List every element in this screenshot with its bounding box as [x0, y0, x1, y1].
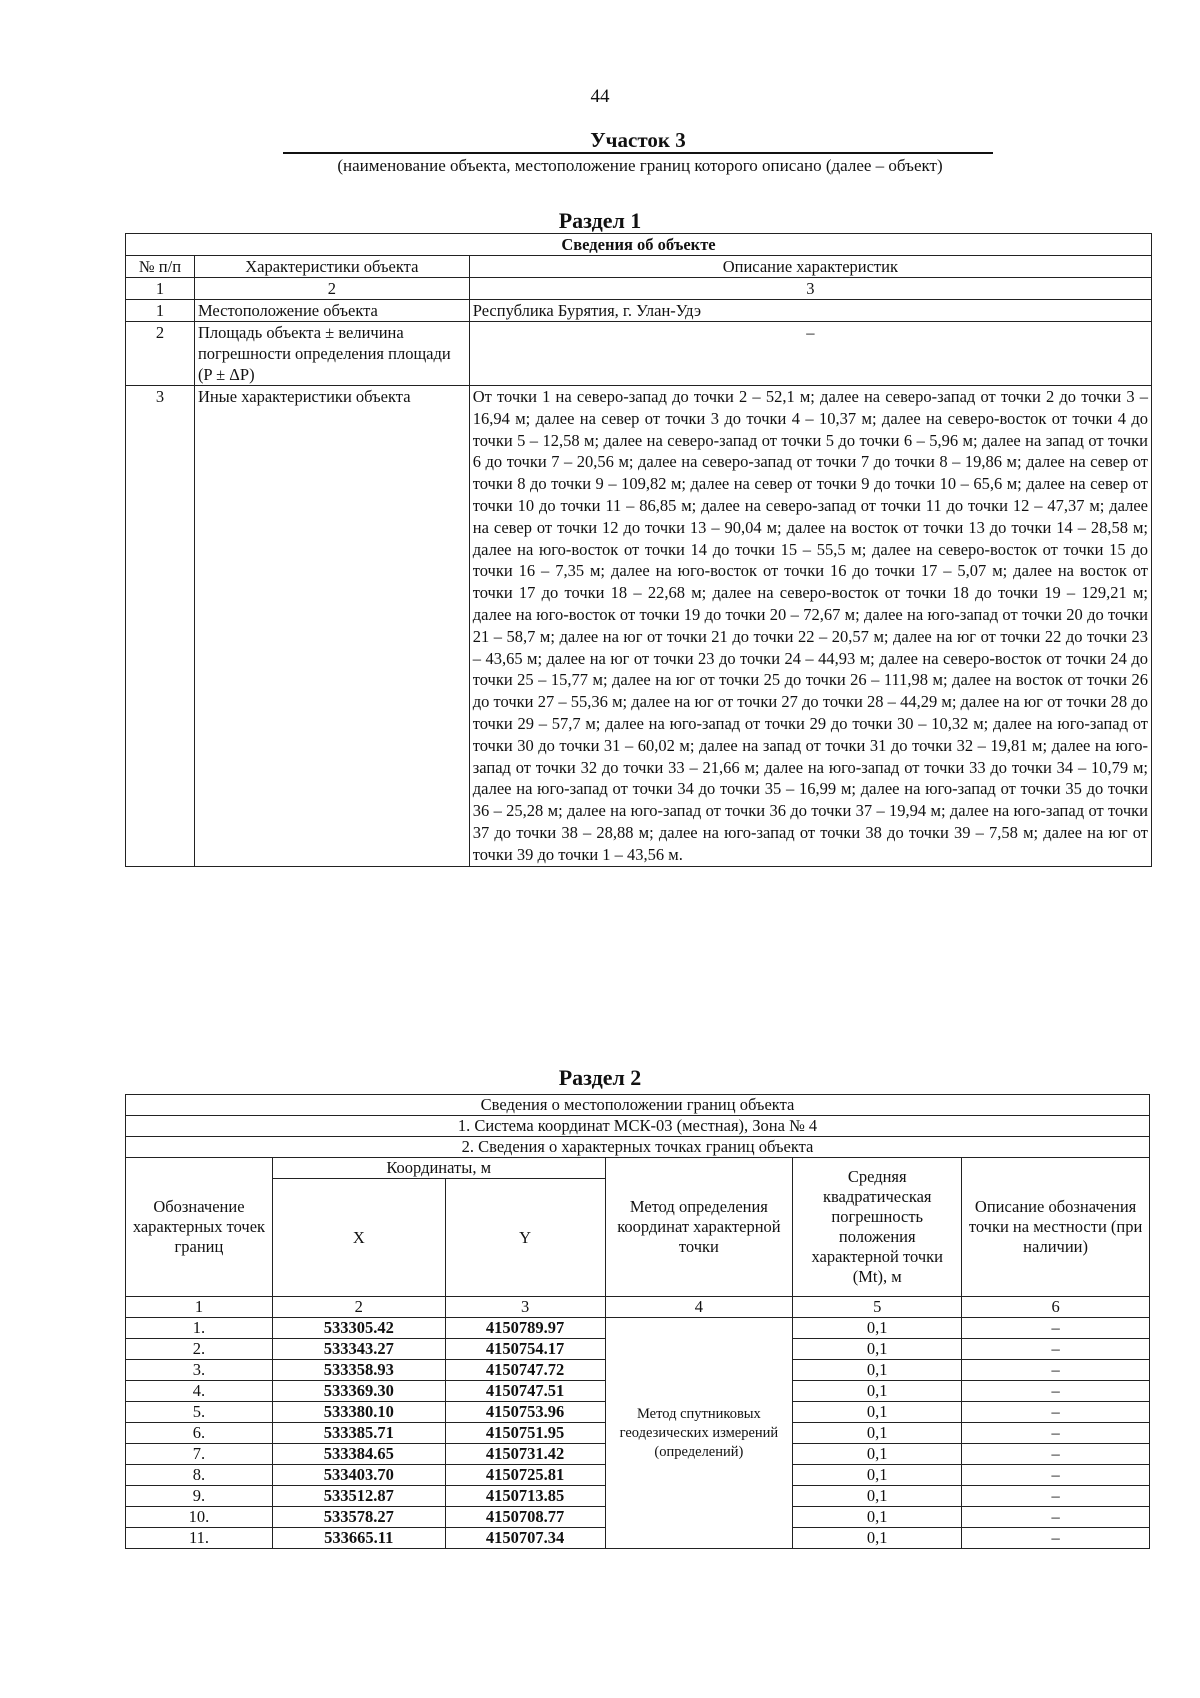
point-desc: – — [962, 1465, 1150, 1486]
point-mt: 0,1 — [793, 1402, 962, 1423]
col-number: 3 — [469, 278, 1151, 300]
point-id: 1. — [126, 1318, 273, 1339]
col-number: 2 — [272, 1297, 445, 1318]
point-mt: 0,1 — [793, 1444, 962, 1465]
header-error: Средняя квадратическая погрешность положения характерной точки (Mt), м — [793, 1158, 962, 1297]
point-y: 4150747.72 — [445, 1360, 605, 1381]
point-y: 4150725.81 — [445, 1465, 605, 1486]
object-info-table — [125, 233, 1152, 867]
point-desc: – — [962, 1402, 1150, 1423]
header-y: Y — [445, 1179, 605, 1297]
point-y: 4150731.42 — [445, 1444, 605, 1465]
point-id: 10. — [126, 1507, 273, 1528]
table-row — [126, 386, 1152, 867]
point-y: 4150707.34 — [445, 1528, 605, 1549]
point-y: 4150789.97 — [445, 1318, 605, 1339]
point-x: 533305.42 — [272, 1318, 445, 1339]
point-mt: 0,1 — [793, 1339, 962, 1360]
point-mt: 0,1 — [793, 1486, 962, 1507]
point-mt: 0,1 — [793, 1423, 962, 1444]
point-desc: – — [962, 1318, 1150, 1339]
col-number: 1 — [126, 278, 195, 300]
boundary-table-title: Сведения о местоположении границ объекта — [126, 1095, 1150, 1116]
header-point: Обозначение характерных точек границ — [126, 1158, 273, 1297]
point-mt: 0,1 — [793, 1360, 962, 1381]
row-name: Местоположение объекта — [194, 300, 469, 322]
col-number: 6 — [962, 1297, 1150, 1318]
object-name: Участок 3 — [283, 128, 993, 154]
boundary-points-table — [125, 1094, 1150, 1549]
row-num: 1 — [126, 300, 195, 322]
point-y: 4150751.95 — [445, 1423, 605, 1444]
point-x: 533385.71 — [272, 1423, 445, 1444]
page-number: 44 — [590, 86, 610, 107]
header-description: Описание обозначения точки на местности (при наличии) — [962, 1158, 1150, 1297]
section-2-title: Раздел 2 — [558, 1065, 642, 1090]
col-number: 1 — [126, 1297, 273, 1318]
header-characteristic: Характеристики объекта — [194, 256, 469, 278]
point-id: 11. — [126, 1528, 273, 1549]
point-desc: – — [962, 1360, 1150, 1381]
point-id: 9. — [126, 1486, 273, 1507]
point-id: 2. — [126, 1339, 273, 1360]
section-1-title: Раздел 1 — [558, 208, 642, 233]
col-number: 3 — [445, 1297, 605, 1318]
point-desc: – — [962, 1381, 1150, 1402]
point-desc: – — [962, 1486, 1150, 1507]
row-value: Республика Бурятия, г. Улан-Удэ — [469, 300, 1151, 322]
row-name: Иные характеристики объекта — [194, 386, 469, 867]
point-desc: – — [962, 1507, 1150, 1528]
point-x: 533578.27 — [272, 1507, 445, 1528]
coord-system: 1. Система координат МСК-03 (местная), Зона № 4 — [126, 1116, 1150, 1137]
col-number: 5 — [793, 1297, 962, 1318]
point-id: 3. — [126, 1360, 273, 1381]
row-num: 2 — [126, 322, 195, 386]
point-y: 4150753.96 — [445, 1402, 605, 1423]
point-x: 533343.27 — [272, 1339, 445, 1360]
point-x: 533512.87 — [272, 1486, 445, 1507]
point-id: 7. — [126, 1444, 273, 1465]
object-info-table-title: Сведения об объекте — [126, 234, 1152, 256]
point-y: 4150754.17 — [445, 1339, 605, 1360]
row-num: 3 — [126, 386, 195, 867]
header-description: Описание характеристик — [469, 256, 1151, 278]
point-x: 533403.70 — [272, 1465, 445, 1486]
point-y: 4150708.77 — [445, 1507, 605, 1528]
col-number: 4 — [605, 1297, 793, 1318]
point-id: 8. — [126, 1465, 273, 1486]
point-mt: 0,1 — [793, 1381, 962, 1402]
point-id: 5. — [126, 1402, 273, 1423]
point-y: 4150747.51 — [445, 1381, 605, 1402]
point-mt: 0,1 — [793, 1318, 962, 1339]
point-mt: 0,1 — [793, 1528, 962, 1549]
col-number: 2 — [194, 278, 469, 300]
object-caption: (наименование объекта, местоположение границ которого описано (далее – объект) — [337, 156, 943, 175]
point-mt: 0,1 — [793, 1507, 962, 1528]
point-x: 533358.93 — [272, 1360, 445, 1381]
method-cell: Метод спутниковых геодезических измерений (определений) — [605, 1318, 793, 1549]
header-num: № п/п — [126, 256, 195, 278]
header-method: Метод определения координат характерной точки — [605, 1158, 793, 1297]
point-y: 4150713.85 — [445, 1486, 605, 1507]
point-desc: – — [962, 1444, 1150, 1465]
header-x: X — [272, 1179, 445, 1297]
row-value: От точки 1 на северо-запад до точки 2 – 52,1 м; далее на северо-запад от точки 2 до точки 3 – 16,94 м; далее на север от точки 3 до точки 4 – 10,37 м; далее на северо-восток от точки 4 до точки 5 – 12,58 м; далее на северо-запад от точки 5 до точки 6 – 5,96 м; далее на запад от точки 6 до точки 7 – 20,56 м; далее на северо-запад от точки 7 до точки 8 – 19,86 м; далее на север от точки 8 до точки 9 – 109,82 м; далее на север от точки 9 до точки 10 – 65,6 м; далее на север от точки 10 до точки 11 – 86,85 м; далее на северо-запад от точки 11 до точки 12 – 47,37 м; далее на север от точки 12 до точки 13 – 90,04 м; далее на восток от точки 13 до точки 14 – 28,58 м; далее на юго-восток от точки 14 до точки 15 – 55,5 м; далее на северо-восток от точки 15 до точки 16 – 7,35 м; далее на юго-восток от точки 16 до точки 17 – 5,07 м; далее на восток от точки 17 до точки 18 – 22,68 м; далее на северо-восток от точки 18 до точки 19 – 129,21 м; далее на юго-восток от точки 19 до точки 20 – 72,67 м; далее на юго-запад от точки 20 до точки 21 – 58,7 м; далее на юг от точки 21 до точки 22 – 20,57 м; далее на юг от точки 22 до точки 23 – 43,65 м; далее на юг от точки 23 до точки 24 – 44,93 м; далее на северо-восток от точки 24 до точки 25 – 15,77 м; далее на юг от точки 25 до точки 26 – 111,98 м; далее на восток от точки 26 до точки 27 – 55,36 м; далее на юг от точки 27 до точки 28 – 44,29 м; далее на юг от точки 28 до точки 29 – 57,7 м; далее на юго-запад от точки 29 до точки 30 – 10,32 м; далее на юго-запад от точки 30 до точки 31 – 60,02 м; далее на запад от точки 31 до точки 32 – 19,81 м; далее на юго-запад от точки 32 до точки 33 – 21,66 м; далее на юго-запад от точки 33 до точки 34 – 10,79 м; далее на юго-запад от точки 34 до точки 35 – 16,99 м; далее на юго-запад от точки 35 до точки 36 – 25,28 м; далее на юго-запад от точки 36 до точки 37 – 19,94 м; далее на юго-запад от точки 37 до точки 38 – 28,88 м; далее на юго-запад от точки 38 до точки 39 – 7,58 м; далее на юг от точки 39 до точки 1 – 43,56 м. — [469, 386, 1151, 867]
point-desc: – — [962, 1339, 1150, 1360]
table-row — [126, 300, 1152, 322]
table-row — [126, 1318, 1150, 1339]
point-x: 533380.10 — [272, 1402, 445, 1423]
point-mt: 0,1 — [793, 1465, 962, 1486]
points-title: 2. Сведения о характерных точках границ объекта — [126, 1137, 1150, 1158]
point-x: 533384.65 — [272, 1444, 445, 1465]
point-desc: – — [962, 1423, 1150, 1444]
point-x: 533369.30 — [272, 1381, 445, 1402]
row-name: Площадь объекта ± величина погрешности определения площади (P ± ΔP) — [194, 322, 469, 386]
point-id: 4. — [126, 1381, 273, 1402]
point-id: 6. — [126, 1423, 273, 1444]
point-desc: – — [962, 1528, 1150, 1549]
table-row — [126, 322, 1152, 386]
header-coords: Координаты, м — [272, 1158, 605, 1179]
point-x: 533665.11 — [272, 1528, 445, 1549]
row-value: – — [469, 322, 1151, 386]
